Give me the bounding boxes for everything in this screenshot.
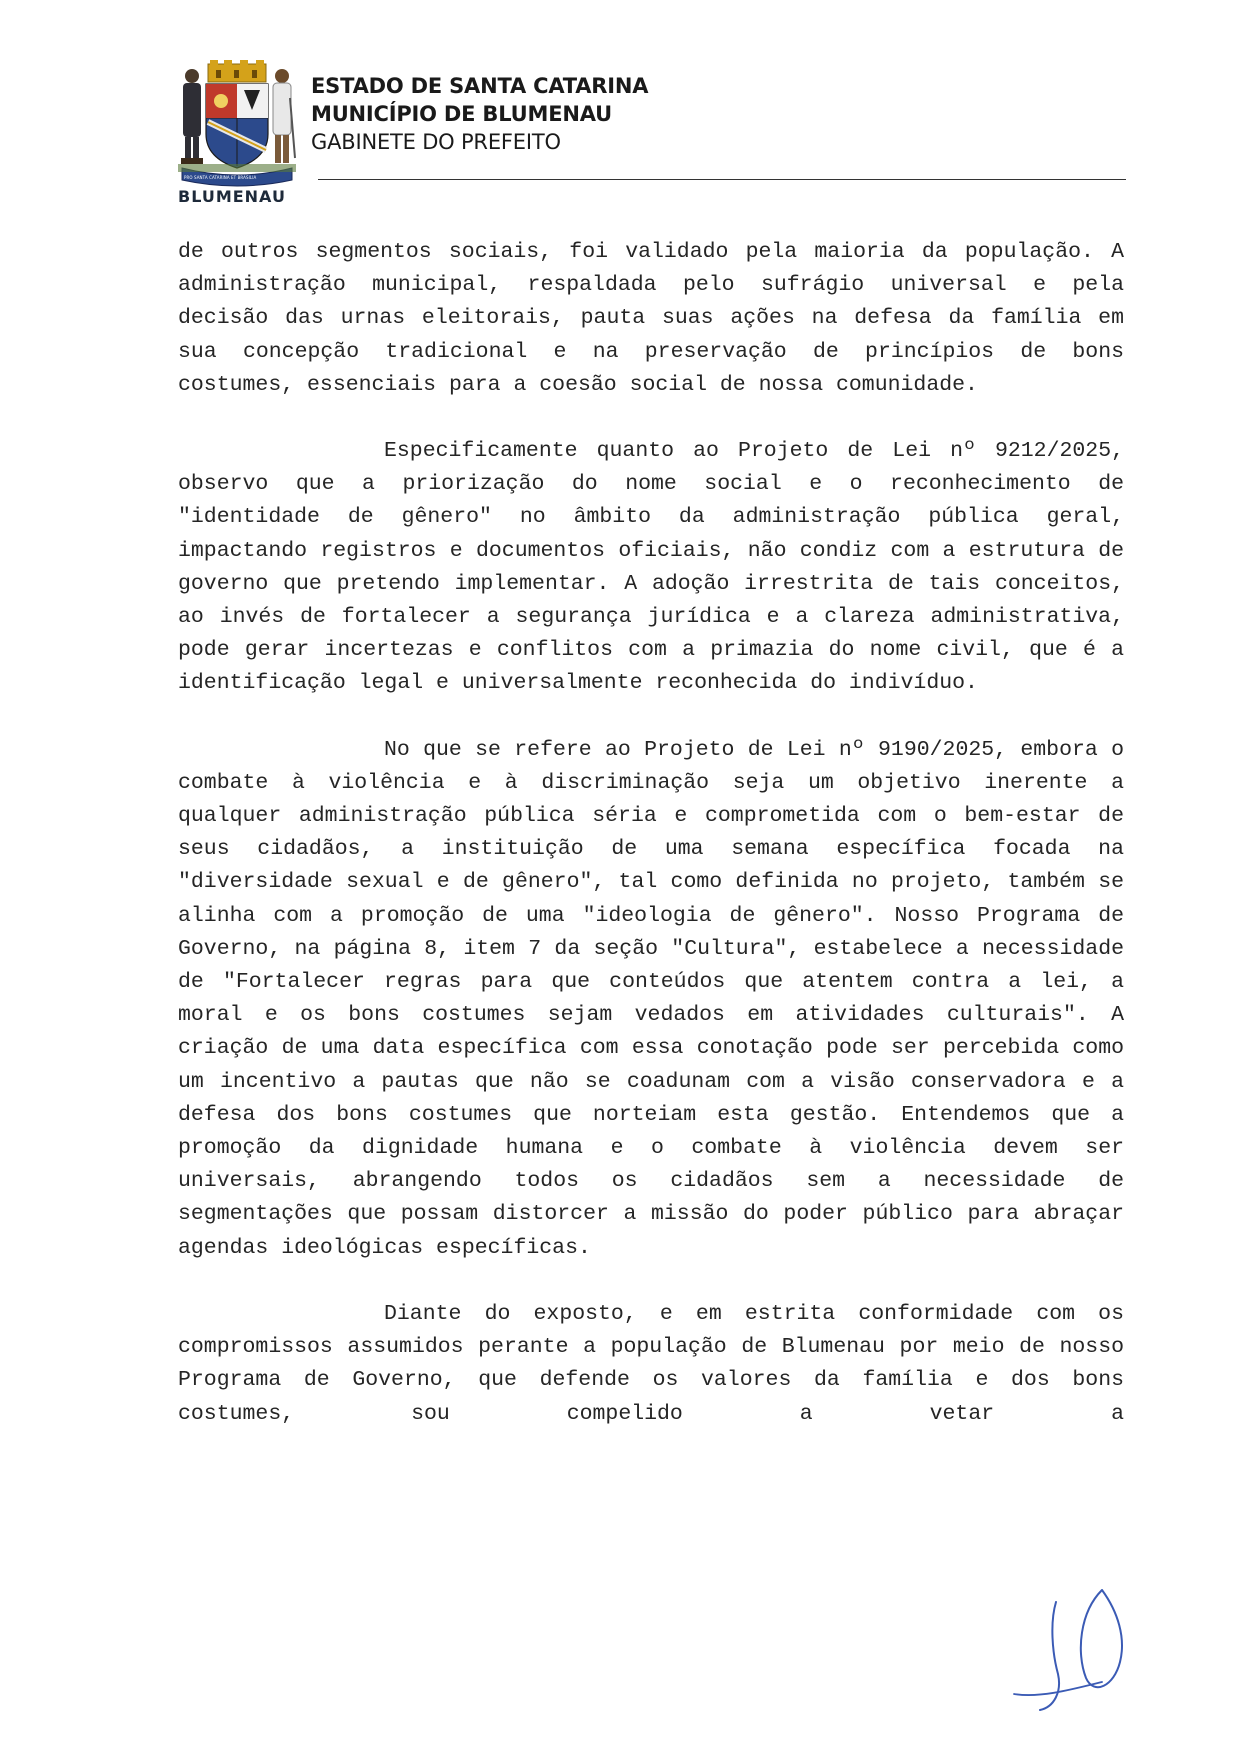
state-title: ESTADO DE SANTA CATARINA xyxy=(311,74,649,98)
paragraph-3: No que se refere ao Projeto de Lei nº 9190/2025, embora o combate à violência e à discriminação seja um objetivo inerente a qualquer administração pública séria e comprometida com o bem-estar de seus cidadãos, a instituição de uma semana específica focada na "diversidade sexual e de gênero", tal como definida no projeto, também se alinha com a promoção de uma "ideologia de gênero". Nosso Programa de Governo, na página 8, item 7 da seção "Cultura", estabelece a necessidade de "Fortalecer regras para que conteúdos que atentem contra a lei, a moral e os bons costumes sejam vedados em atividades culturais". A criação de uma data específica com essa conotação pode ser percebida como um incentivo a pautas que não se coadunam com a visão conservadora e a defesa dos bons costumes que norteiam esta gestão. Entendemos que a promoção da dignidade humana e o combate à violência devem ser universais, abrangendo todos os cidadãos sem a necessidade de segmentações que possam distorcer a missão do poder público para abraçar agendas ideológicas específicas. xyxy=(178,737,1124,1260)
crest-caption: BLUMENAU xyxy=(178,187,286,206)
letterhead-titles xyxy=(311,72,648,156)
shield xyxy=(206,84,268,168)
paragraph-1: de outros segmentos sociais, foi validado pela maioria da população. A administração municipal, respaldada pelo sufrágio universal e pela decisão das urnas eleitorais, pauta suas ações na defesa da família em sua concepção tradicional e na preservação de princípios de bons costumes, essenciais para a coesão social de nossa comunidade. xyxy=(178,240,1124,397)
paragraph-4: Diante do exposto, e em estrita conformidade com os compromissos assumidos perante a população de Blumenau por meio de nosso Programa de Governo, que defende os valores da família e dos bons costumes, sou compelido a vetar a xyxy=(178,1301,1124,1426)
letterhead-divider xyxy=(318,179,1126,180)
crest-motto: PRO SANTA CATARINA ET BRASILIA xyxy=(184,175,257,180)
letter-body xyxy=(178,236,1124,1464)
left-supporter-figure xyxy=(181,69,203,164)
handwritten-initials-icon xyxy=(1010,1582,1160,1722)
coat-of-arms-icon xyxy=(178,58,296,188)
right-supporter-figure xyxy=(273,69,295,163)
paragraph-2: Especificamente quanto ao Projeto de Lei nº 9212/2025, observo que a priorização do nome social e o reconhecimento de "identidade de gênero" no âmbito da administração pública geral, impactando registros e documentos oficiais, não condiz com a estrutura de governo que pretendo implementar. A adoção irrestrita de tais conceitos, ao invés de fortalecer a segurança jurídica e a clareza administrativa, pode gerar incertezas e conflitos com a primazia do nome civil, que é a identificação legal e universalmente reconhecida do indivíduo. xyxy=(178,439,1124,696)
municipality-title: MUNICÍPIO DE BLUMENAU xyxy=(311,102,612,126)
mural-crown xyxy=(208,60,266,82)
office-title: GABINETE DO PREFEITO xyxy=(311,130,561,154)
